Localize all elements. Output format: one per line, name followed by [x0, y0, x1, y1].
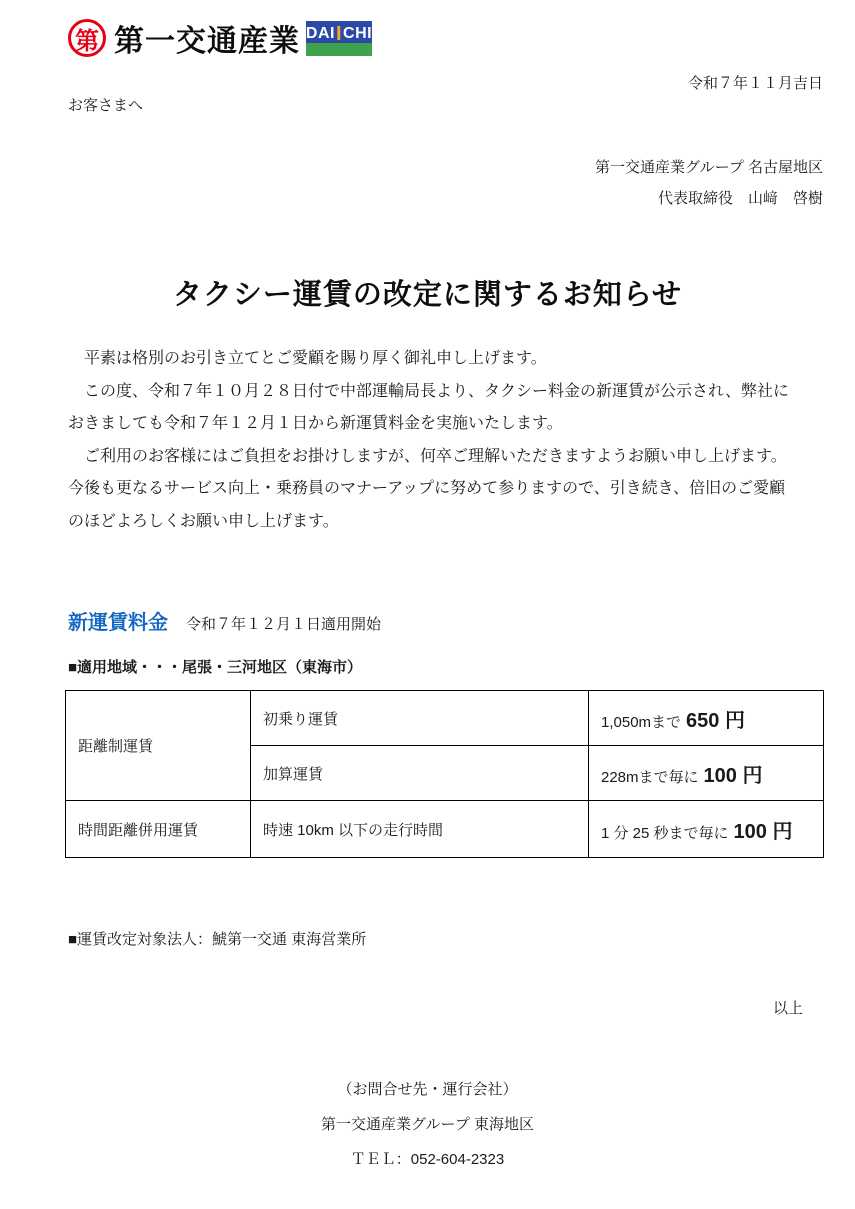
fare-category-distance: 距離制運賃 — [66, 691, 251, 801]
price-prefix: 1,050mまで — [601, 713, 682, 731]
body-line: この度、令和７年１０月２８日付で中部運輸局長より、タクシー料金の新運賃が公示され、弊社に — [68, 382, 789, 400]
fare-price-addition — [589, 746, 824, 801]
section-title: 新運賃料金 — [68, 612, 168, 634]
badge-orange-i: I — [335, 22, 343, 45]
body-line: 今後も更なるサービス向上・乗務員のマナーアップに努めて参りますので、引き続き、倍旧のご愛顧 — [68, 480, 786, 497]
footer-contact-label: （お問合せ先・運行会社） — [337, 1081, 518, 1098]
fare-revision-target-line: ■運賃改定対象法人：鯱第一交通 東海営業所 — [68, 931, 367, 948]
company-logo-name: 第一交通産業 — [114, 25, 300, 58]
price-amount: 100 円 — [733, 820, 793, 843]
company-logo — [68, 16, 372, 60]
fare-category-time-distance: 時間距離併用運賃 — [66, 801, 251, 858]
closing-ijou: 以上 — [772, 1000, 803, 1017]
contact-footer — [0, 1072, 855, 1177]
logo-mark-char: 第 — [75, 27, 99, 55]
fare-table — [65, 690, 824, 858]
fare-item-time: 時速 10km 以下の走行時間 — [251, 801, 589, 858]
fare-price-time — [589, 801, 824, 858]
table-row — [66, 801, 824, 858]
body-line: のほどよろしくお願い申し上げます。 — [68, 512, 339, 530]
sender-representative-line: 代表取締役 山﨑 啓樹 — [657, 190, 823, 207]
applicable-region-line: ■適用地域・・・尾張・三河地区（東海市） — [68, 659, 363, 676]
sender-block — [595, 152, 823, 214]
body-line: ご利用のお客様にはご負担をお掛けしますが、何卒ご理解いただきますようお願い申し上げます。 — [68, 447, 787, 465]
new-fare-section-heading — [68, 606, 381, 635]
fare-price-initial — [589, 691, 824, 746]
recipient-line: お客さまへ — [68, 97, 144, 114]
body-line: おきましても令和７年１２月１日から新運賃料金を実施いたします。 — [68, 415, 563, 432]
price-amount: 650 円 — [686, 709, 745, 732]
document-date: 令和７年１１月吉日 — [687, 75, 823, 92]
section-effective-date: 令和７年１２月１日適用開始 — [186, 616, 382, 633]
badge-wordmark — [306, 21, 372, 47]
footer-company-line: 第一交通産業グループ 東海地区 — [321, 1116, 534, 1133]
table-row — [66, 691, 824, 746]
sender-company-line: 第一交通産業グループ 名古屋地区 — [595, 159, 823, 176]
daiichi-badge-icon — [306, 21, 372, 56]
dai-circle-logo-icon — [68, 19, 106, 57]
price-prefix: 1 分 25 秒まで毎に — [601, 824, 729, 842]
price-amount: 100 円 — [703, 764, 763, 787]
body-line: 平素は格別のお引き立てとご愛顧を賜り厚く御礼申し上げます。 — [68, 350, 547, 367]
document-title: タクシー運賃の改定に関するお知らせ — [172, 279, 683, 311]
price-prefix: 228mまで毎に — [601, 768, 699, 786]
badge-chi: CHI — [343, 24, 373, 42]
body-paragraphs — [68, 343, 826, 538]
footer-tel-line: ＴＥＬ：052-604-2323 — [350, 1151, 505, 1168]
badge-dai: DAI — [305, 24, 335, 42]
fare-item-initial: 初乗り運賃 — [251, 691, 589, 746]
fare-item-addition: 加算運賃 — [251, 746, 589, 801]
